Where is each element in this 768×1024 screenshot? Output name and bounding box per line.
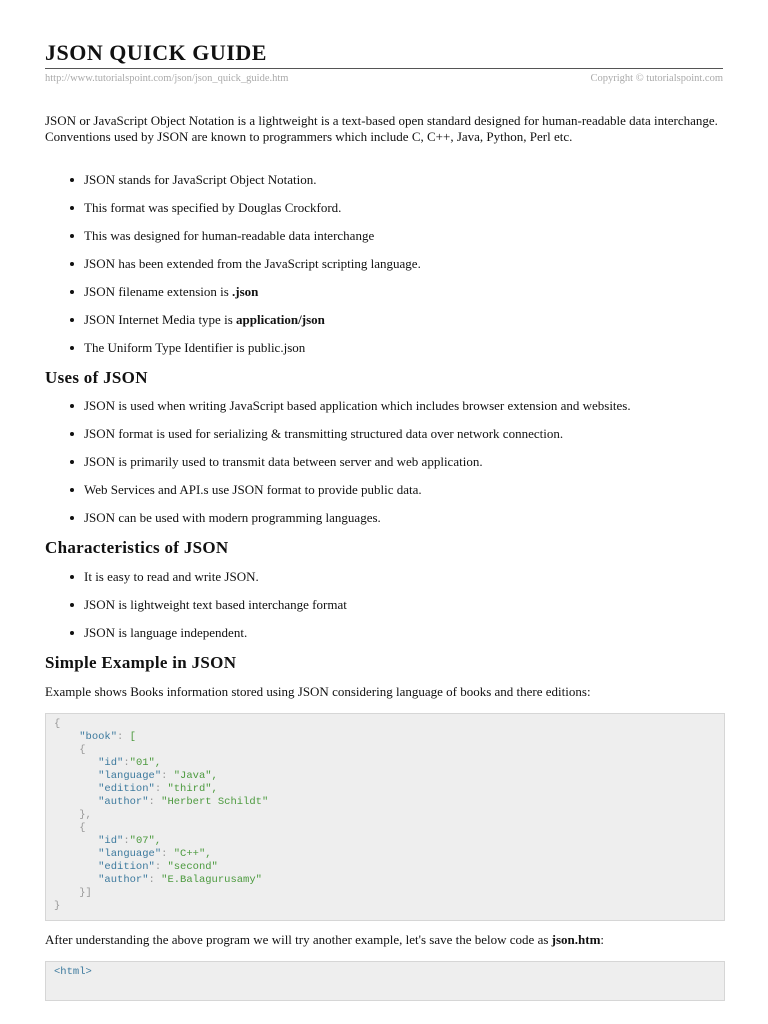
html-code-block: <html> [45, 961, 725, 1001]
file-name: json.htm [551, 932, 601, 947]
page-title: JSON QUICK GUIDE [45, 40, 267, 65]
list-item: JSON has been extended from the JavaScript scripting language. [45, 256, 723, 284]
characteristics-list [45, 569, 723, 653]
list-item: Web Services and API.s use JSON format to provide public data. [45, 482, 723, 510]
list-item: JSON can be used with modern programming languages. [45, 510, 723, 538]
list-item: JSON is used when writing JavaScript based application which includes browser extension and websites. [45, 398, 723, 426]
uses-list [45, 398, 723, 538]
list-item: This format was specified by Douglas Crockford. [45, 200, 723, 228]
list-item: The Uniform Type Identifier is public.json [45, 340, 723, 368]
after-paragraph: After understanding the above program we will try another example, let's save the below code as json.htm: [45, 932, 605, 947]
characteristics-heading: Characteristics of JSON [45, 538, 229, 557]
source-url[interactable]: http://www.tutorialspoint.com/json/json_quick_guide.htm [45, 73, 289, 84]
list-item: JSON format is used for serializing & transmitting structured data over network connection. [45, 426, 723, 454]
list-item: It is easy to read and write JSON. [45, 569, 723, 597]
copyright-notice: Copyright © tutorialspoint.com [590, 73, 723, 84]
overview-list [45, 172, 723, 368]
intro-paragraph: JSON or JavaScript Object Notation is a lightweight is a text-based open standard designed for human-readable data interchange. Conventions used by JSON are known to programmers which include C, C++, Java, Python, Perl etc. [45, 113, 718, 144]
list-item: JSON filename extension is .json [45, 284, 723, 312]
page-meta [45, 73, 723, 84]
json-code-block: { "book": [ { "id":"01", "language": "Java", "edition": "third", "author": "Herbert Schildt" }, { "id":"07", "language": "C++", "edition": "second" "author": "E.Balagurusamy" }] } [45, 713, 725, 921]
list-item: This was designed for human-readable data interchange [45, 228, 723, 256]
list-item: JSON is primarily used to transmit data between server and web application. [45, 454, 723, 482]
list-item: JSON Internet Media type is application/json [45, 312, 723, 340]
uses-heading: Uses of JSON [45, 368, 148, 387]
example-heading: Simple Example in JSON [45, 653, 237, 672]
title-rule [45, 68, 723, 69]
list-item: JSON stands for JavaScript Object Notation. [45, 172, 723, 200]
list-item: JSON is lightweight text based interchange format [45, 597, 723, 625]
list-item: JSON is language independent. [45, 625, 723, 653]
example-description: Example shows Books information stored using JSON considering language of books and there editions: [45, 684, 591, 699]
